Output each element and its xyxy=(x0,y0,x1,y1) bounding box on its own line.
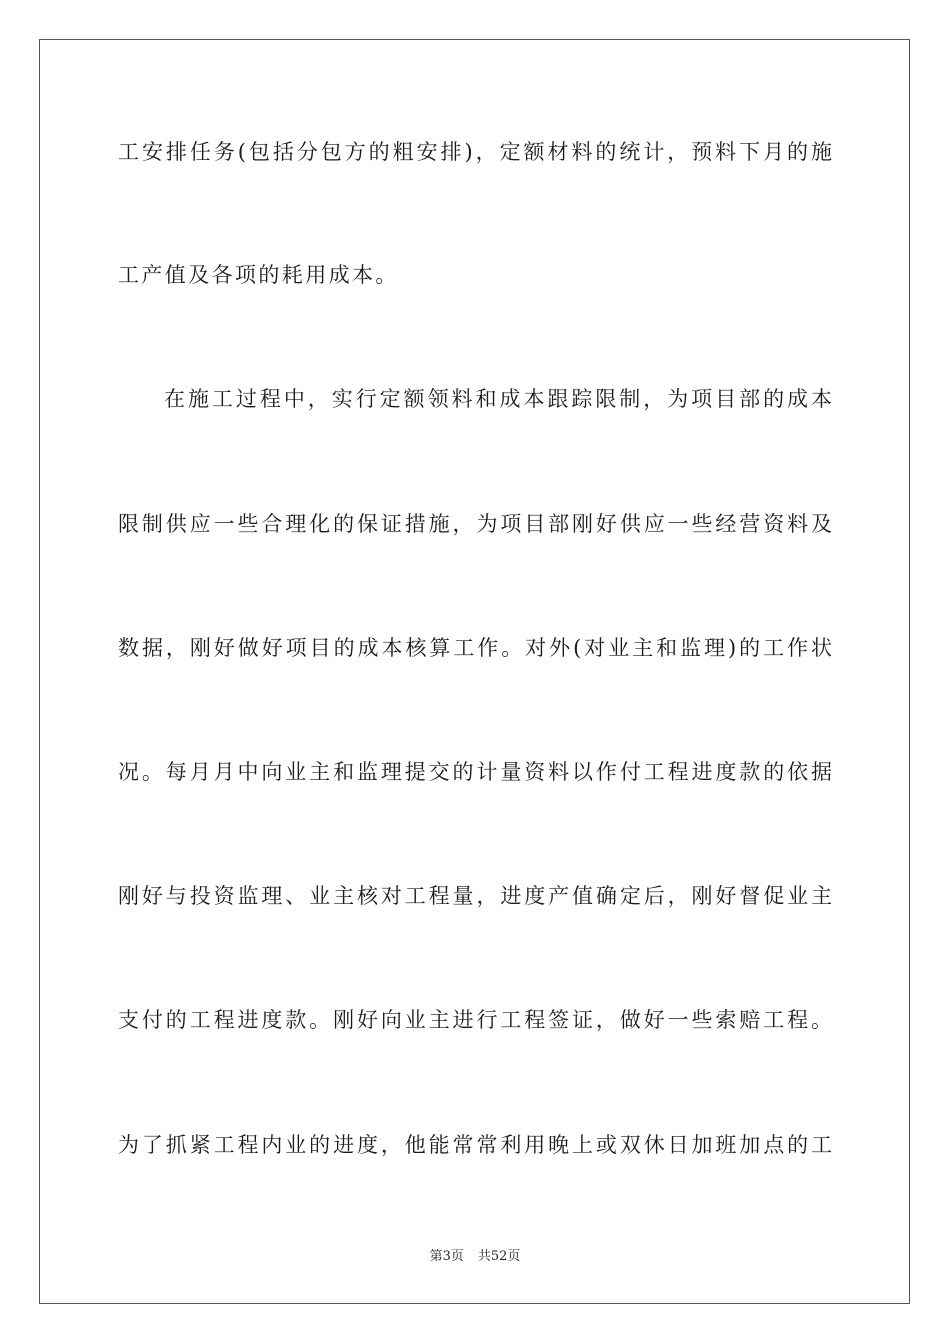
text-line-5: 数据，刚好做好项目的成本核算工作。对外(对业主和监理)的工作状 xyxy=(118,636,832,660)
text-line-6: 况。每月月中向业主和监理提交的计量资料以作付工程进度款的依据 xyxy=(118,760,832,784)
page-number: 第3页 xyxy=(429,1249,464,1264)
text-line-9: 为了抓紧工程内业的进度，他能常常利用晚上或双休日加班加点的工 xyxy=(118,1133,832,1157)
page-frame xyxy=(39,39,910,1304)
page-total: 共52页 xyxy=(477,1249,521,1264)
text-line-3: 在施工过程中，实行定额领料和成本跟踪限制，为项目部的成本 xyxy=(164,387,832,411)
text-line-1: 工安排任务(包括分包方的粗安排)，定额材料的统计，预料下月的施 xyxy=(118,140,832,164)
text-line-4: 限制供应一些合理化的保证措施，为项目部刚好供应一些经营资料及 xyxy=(118,512,832,536)
text-line-8: 支付的工程进度款。刚好向业主进行工程签证，做好一些索赔工程。 xyxy=(118,1008,832,1032)
text-line-2: 工产值及各项的耗用成本。 xyxy=(118,263,399,287)
page-footer xyxy=(0,1248,950,1266)
text-line-7: 刚好与投资监理、业主核对工程量，进度产值确定后，刚好督促业主 xyxy=(118,884,832,908)
